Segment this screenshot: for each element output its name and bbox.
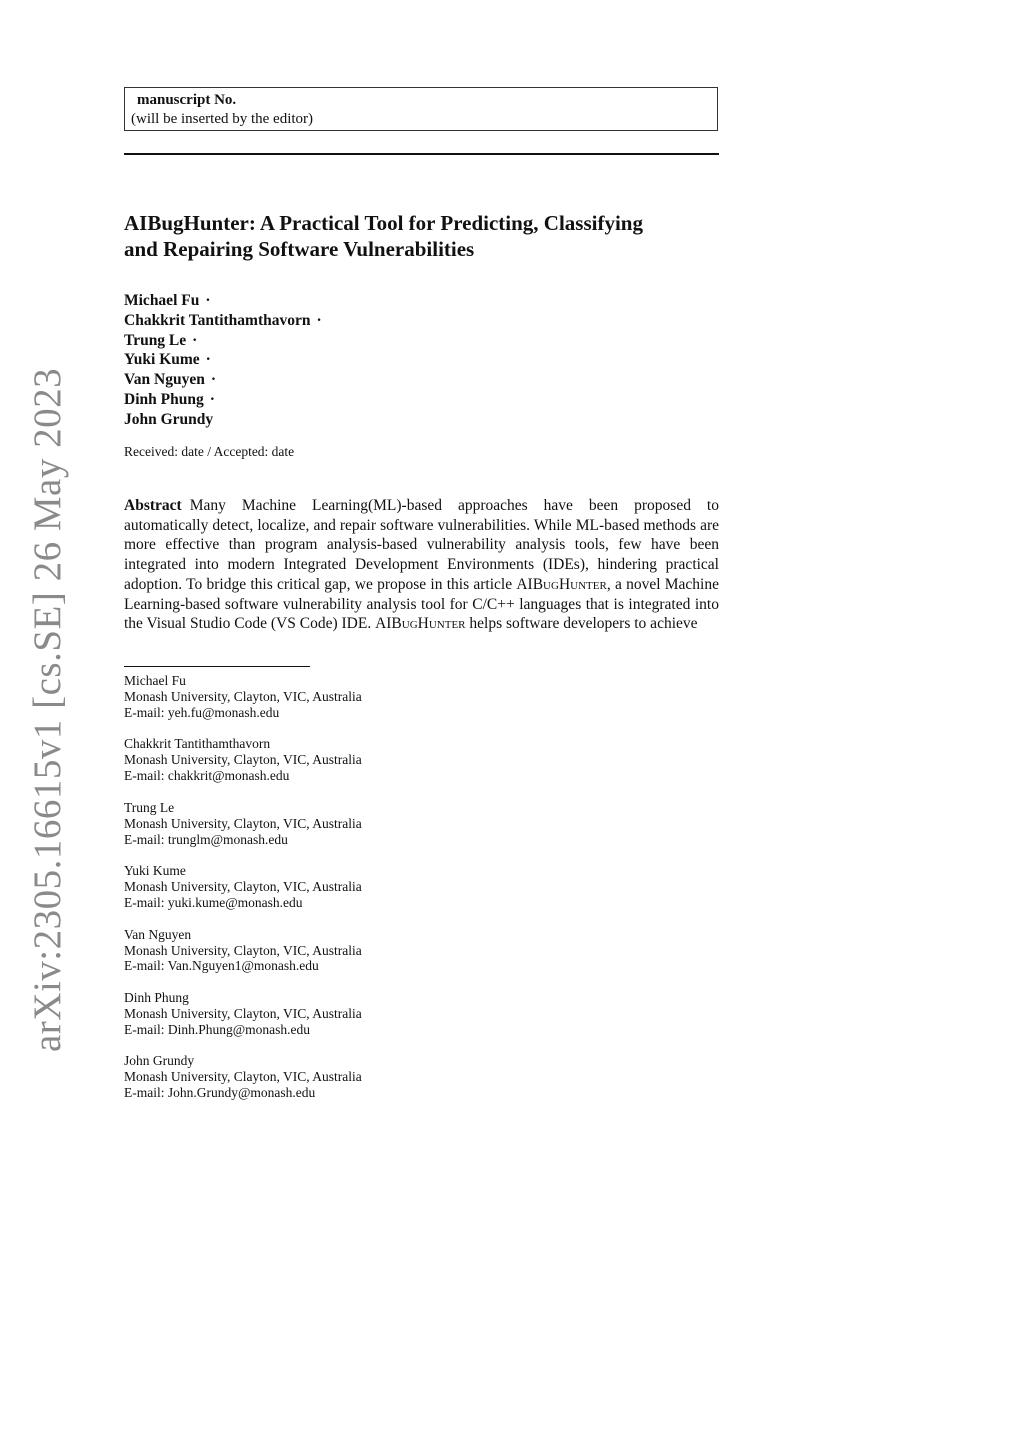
abstract-label: Abstract [124,497,182,514]
affiliation-email: E-mail: chakkrit@monash.edu [124,768,290,784]
author-entry [124,311,322,331]
affiliation-name: Van Nguyen [124,926,192,942]
author-entry [124,370,322,390]
affiliation-block [124,863,362,911]
author-name: Yuki Kume [124,351,200,369]
affiliation-institution: Monash University, Clayton, VIC, Australia [124,815,362,831]
abstract-text-part-2: , a novel Machine Learning-based software vulnerability analysis tool for C/C++ languages that is integrated into the Visual Studio Code (VS Code) IDE. [124,575,719,633]
affiliation-block [124,673,362,721]
affiliation-name: Chakkrit Tantithamthavorn [124,736,271,752]
manuscript-header-box [124,87,718,131]
manuscript-number-label: manuscript No. [137,92,237,108]
paper-title [124,210,724,262]
paper-title-line-1: AIBugHunter: A Practical Tool for Predicting, Classifying [124,211,643,235]
abstract-text-part-3: helps software developers to achieve [465,615,698,633]
paper-title-line-2: and Repairing Software Vulnerabilities [124,237,475,261]
author-name: Chakkrit Tantithamthavorn [124,311,311,329]
affiliation-name: Yuki Kume [124,863,186,879]
author-separator: · [316,311,322,329]
affiliation-email: E-mail: yeh.fu@monash.edu [124,704,280,720]
affiliation-name: Dinh Phung [124,990,189,1006]
author-separator: · [210,371,217,389]
author-separator: · [192,331,198,349]
affiliation-email: E-mail: Van.Nguyen1@monash.edu [124,958,319,974]
affiliation-block [124,990,362,1038]
affiliation-block [124,1053,362,1101]
affiliation-institution: Monash University, Clayton, VIC, Australia [124,752,362,768]
abstract-text-part-1: Many Machine Learning(ML)-based approaches have been proposed to automatically detect, localize, and repair software vulnerabilities. While ML-based methods are more effective than program analysis-based vulnerability analysis tools, few have been integrated into modern Integrated Development Environments (IDEs), hindering practical adoption. To bridge this critical gap, we propose in this article [124,497,719,593]
affiliation-email: E-mail: John.Grundy@monash.edu [124,1085,316,1101]
author-name: Van Nguyen [124,371,205,389]
arxiv-identifier-stamp: arXiv:2305.16615v1 [cs.SE] 26 May 2023 [26,367,69,1052]
author-entry [124,350,322,370]
received-accepted-dates: Received: date / Accepted: date [124,444,295,459]
author-name: Michael Fu [124,292,200,309]
author-separator: · [205,351,211,369]
author-name: Dinh Phung [124,390,204,408]
affiliation-institution: Monash University, Clayton, VIC, Australia [124,942,362,958]
author-entry [124,410,322,430]
author-name: John Grundy [124,410,214,428]
author-entry [124,291,322,311]
author-separator: · [209,390,215,408]
affiliation-institution: Monash University, Clayton, VIC, Australia [124,1069,362,1085]
affiliation-block [124,800,362,848]
author-separator: · [205,292,211,309]
affiliation-name: John Grundy [124,1053,195,1069]
tool-name: AIBugHunter [516,575,607,593]
affiliation-institution: Monash University, Clayton, VIC, Australia [124,879,362,895]
affiliation-block [124,736,362,784]
header-rule [124,153,719,155]
affiliation-email: E-mail: yuki.kume@monash.edu [124,895,303,911]
affiliation-email: E-mail: trunglm@monash.edu [124,831,288,847]
tool-name: AIBugHunter [375,615,466,633]
affiliation-name: Michael Fu [124,673,186,688]
author-list [124,291,322,430]
affiliation-block [124,927,362,975]
affiliation-list [124,673,362,1117]
affiliation-institution: Monash University, Clayton, VIC, Australia [124,1005,362,1021]
editor-note: (will be inserted by the editor) [131,111,314,127]
footnote-rule [124,666,310,667]
author-entry [124,331,322,351]
affiliation-name: Trung Le [124,799,175,815]
affiliation-institution: Monash University, Clayton, VIC, Australia [124,688,362,704]
affiliation-email: E-mail: Dinh.Phung@monash.edu [124,1021,311,1037]
abstract-paragraph [124,496,719,634]
author-entry [124,390,322,410]
author-name: Trung Le [124,331,187,349]
